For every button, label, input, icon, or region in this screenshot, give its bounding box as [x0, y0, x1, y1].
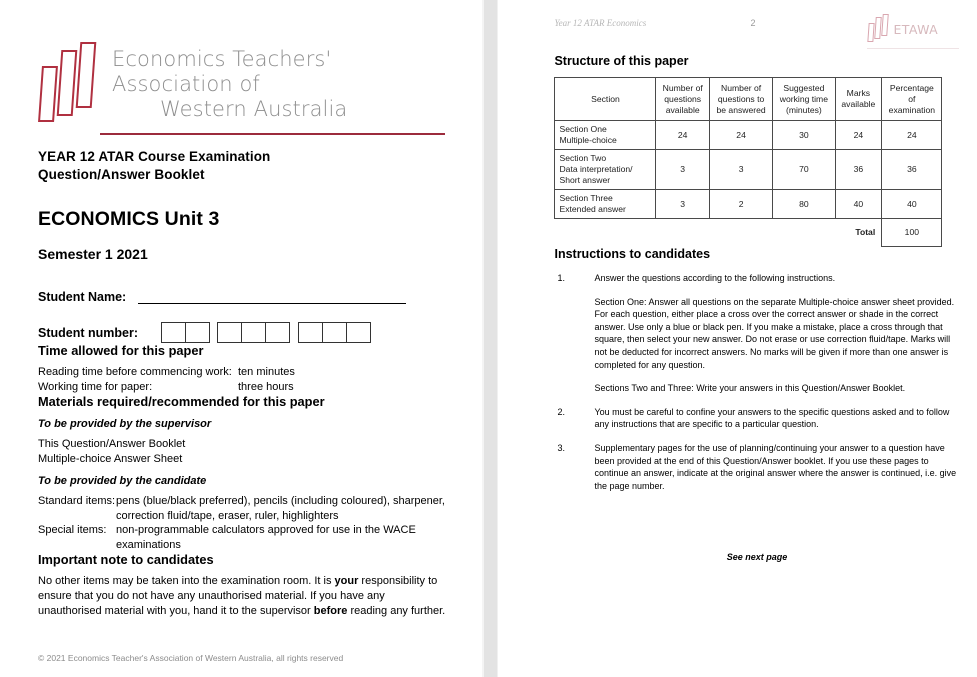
- student-number-field[interactable]: [38, 322, 448, 343]
- total-spacer: [709, 219, 772, 247]
- student-number-group[interactable]: [299, 322, 370, 343]
- list-item: [554, 442, 959, 492]
- special-items-text: non-programmable calculators approved for use in the WACE examinations: [116, 524, 416, 551]
- note-bold-your: your: [334, 575, 359, 587]
- instruction-paragraph: Supplementary pages for the use of planning/continuing your answer to a question have been provided at the end of this Question/Answer booklet. If you use these pages to continue an answer, indicate at the original answer where the answer is continued, i.e. give the page number.: [594, 442, 957, 491]
- list-item: [554, 272, 959, 395]
- col-header-questions-available: Number of questions available: [656, 78, 709, 121]
- logo-wordmark-line1: Economics Teachers' Association of: [112, 47, 332, 96]
- logo-wordmark: [112, 47, 448, 124]
- etawa-logo: [38, 42, 448, 124]
- cell-marks-available: 36: [835, 150, 882, 190]
- student-number-box[interactable]: [161, 322, 186, 343]
- total-spacer: [555, 219, 656, 247]
- student-number-box[interactable]: [322, 322, 347, 343]
- table-row: [555, 121, 942, 150]
- time-row: [38, 365, 448, 380]
- col-header-questions-answered: Number of questions to be answered: [709, 78, 772, 121]
- cell-questions-available: 3: [656, 190, 709, 219]
- instruction-paragraph: Section One: Answer all questions on the separate Multiple-choice answer sheet provided. For each question, either place a cross over the correct answer or shade in the correct answer. Use only a blue or black pen. If you make a mistake, place a cross through that square, then select your new answer. Do not erase or use correction fluid/tape. Marks will not be deducted for incorrect answers. No marks will be given if more than one answer is completed for any question.: [594, 296, 955, 370]
- page-number: 2: [750, 18, 756, 28]
- standard-items-label: Standard items:: [38, 495, 116, 507]
- cell-marks-available: 40: [835, 190, 882, 219]
- total-spacer: [656, 219, 709, 247]
- cell-working-time: 70: [773, 150, 835, 190]
- table-row: [555, 190, 942, 219]
- note-text-1: No other items may be taken into the examination room. It is: [38, 575, 335, 587]
- supervisor-item: This Question/Answer Booklet: [38, 438, 186, 450]
- instruction-paragraph: You must be careful to confine your answers to the specific questions asked and to follow any instructions that are specific to a particular question.: [594, 406, 950, 430]
- list-item: [554, 406, 959, 431]
- semester-label: Semester 1 2021: [38, 246, 148, 262]
- cell-questions-answered: 2: [709, 190, 772, 219]
- instruction-number: 3.: [557, 442, 565, 453]
- instructions-list: [554, 272, 959, 492]
- instruction-paragraph: Sections Two and Three: Write your answers in this Question/Answer Booklet.: [594, 383, 906, 394]
- structure-table: [554, 77, 942, 247]
- student-number-group[interactable]: [219, 322, 290, 343]
- cell-questions-answered: 3: [709, 150, 772, 190]
- structure-heading: Structure of this paper: [554, 54, 689, 68]
- logo-wordmark-line2: Western Australia: [160, 97, 348, 121]
- time-allowed-table: [38, 365, 448, 394]
- student-number-box[interactable]: [346, 322, 371, 343]
- unit-title: ECONOMICS Unit 3: [38, 208, 220, 230]
- student-number-box[interactable]: [265, 322, 290, 343]
- instruction-paragraph: Answer the questions according to the following instructions.: [594, 273, 836, 283]
- cell-section: Section Three Extended answer: [555, 190, 656, 219]
- total-value: 100: [882, 219, 942, 247]
- page-left-cover: [0, 0, 482, 677]
- col-header-marks-available: Marks available: [835, 78, 882, 121]
- header-logo-text: ETAWA: [893, 21, 939, 37]
- total-spacer: [773, 219, 835, 247]
- cell-working-time: 80: [773, 190, 835, 219]
- student-number-box[interactable]: [298, 322, 323, 343]
- page-right-structure: [498, 0, 977, 677]
- page-gutter: [482, 0, 499, 677]
- col-header-working-time: Suggested working time (minutes): [773, 78, 835, 121]
- exam-title-line1: YEAR 12 ATAR Course Examination: [38, 149, 271, 164]
- cell-questions-available: 24: [656, 121, 709, 150]
- important-note-body: [38, 574, 448, 618]
- student-name-label: Student Name:: [38, 290, 127, 304]
- table-header-row: [555, 78, 942, 121]
- table-total-row: [555, 219, 942, 247]
- student-number-label: Student number:: [38, 325, 138, 340]
- cell-percentage: 24: [882, 121, 942, 150]
- etawa-bars-logo-icon: [867, 16, 889, 43]
- time-row: [38, 380, 448, 395]
- student-number-group[interactable]: [162, 322, 210, 343]
- note-text-3: reading any further.: [347, 604, 446, 617]
- page-footer: See next page: [726, 552, 788, 562]
- cell-questions-answered: 24: [709, 121, 772, 150]
- working-time-value: three hours: [238, 380, 294, 393]
- brand-divider: [100, 133, 445, 135]
- exam-title: [38, 148, 448, 184]
- working-time-label: Working time for paper:: [38, 380, 153, 393]
- student-number-boxes[interactable]: [162, 322, 380, 343]
- supervisor-item: Multiple-choice Answer Sheet: [38, 452, 183, 465]
- supervisor-items: [38, 437, 448, 466]
- standard-items-text: pens (blue/black preferred), pencils (including coloured), sharpener, correction fluid/tape, eraser, ruler, highlighters: [116, 495, 445, 522]
- exam-title-line2: Question/Answer Booklet: [38, 167, 205, 182]
- total-label: Total: [855, 227, 876, 238]
- materials-heading: Materials required/recommended for this paper: [38, 394, 325, 409]
- running-title: Year 12 ATAR Economics: [554, 18, 647, 28]
- cell-working-time: 30: [773, 121, 835, 150]
- student-number-box[interactable]: [185, 322, 210, 343]
- candidate-items: [38, 494, 448, 552]
- table-row: [555, 150, 942, 190]
- note-bold-before: before: [313, 604, 348, 617]
- student-number-box[interactable]: [217, 322, 242, 343]
- cell-questions-available: 3: [656, 150, 709, 190]
- instruction-number: 2.: [557, 406, 565, 417]
- student-name-input-line[interactable]: [138, 290, 406, 304]
- note-text-2: responsibility to ensure that you do not have any unauthorised material. If you have any unauthorised material with you, hand it to the supervisor: [38, 575, 438, 617]
- reading-time-label: Reading time before commencing work:: [38, 366, 232, 378]
- cell-percentage: 40: [882, 190, 942, 219]
- reading-time-value: ten minutes: [238, 366, 295, 378]
- cell-percentage: 36: [882, 150, 942, 190]
- cell-section: Section One Multiple-choice: [555, 121, 656, 150]
- copyright-notice: © 2021 Economics Teacher's Association of Western Australia, all rights reserved: [38, 653, 344, 663]
- special-items-label: Special items:: [38, 524, 107, 536]
- col-header-percentage: Percentage of examination: [882, 78, 942, 121]
- important-note-heading: Important note to candidates: [38, 552, 214, 567]
- student-number-box[interactable]: [241, 322, 266, 343]
- time-allowed-heading: Time allowed for this paper: [38, 343, 204, 358]
- col-header-section: Section: [555, 78, 656, 121]
- cell-marks-available: 24: [835, 121, 882, 150]
- instructions-heading: Instructions to candidates: [554, 247, 711, 261]
- etawa-bars-logo-icon: [38, 42, 100, 124]
- candidate-subheading: To be provided by the candidate: [38, 475, 207, 487]
- supervisor-subheading: To be provided by the supervisor: [38, 418, 212, 430]
- cell-section: Section Two Data interpretation/ Short answer: [555, 150, 656, 190]
- student-name-field[interactable]: [38, 290, 448, 304]
- candidate-item: [38, 523, 448, 552]
- instruction-number: 1.: [557, 273, 565, 283]
- candidate-item: [38, 494, 448, 523]
- running-header: [554, 16, 959, 54]
- header-etawa-logo: [867, 10, 959, 49]
